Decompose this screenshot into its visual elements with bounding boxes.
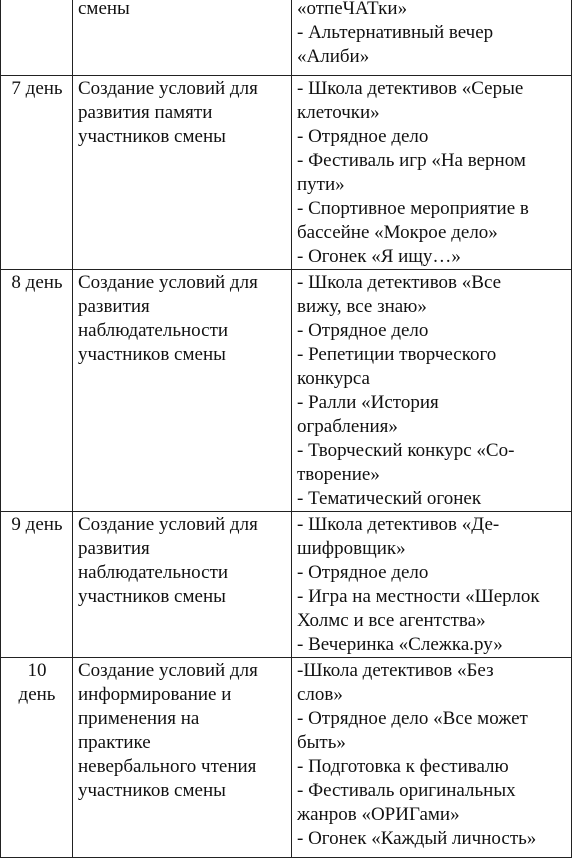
table-row — [1, 270, 572, 512]
table-row — [1, 658, 572, 858]
event-line: - Подготовка к фестивалю — [297, 756, 509, 777]
event-line: - Фестиваль игр «На верном — [297, 150, 526, 171]
goal-cell — [73, 76, 292, 270]
event-line: - Ралли «История — [297, 392, 439, 413]
events-cell — [292, 0, 572, 76]
goal-line: развития памяти — [78, 102, 213, 123]
event-line: - Огонек «Каждый личность» — [297, 828, 537, 849]
event-line: жанров «ОРИГами» — [297, 804, 460, 825]
event-line: - Школа детективов «Де- — [297, 514, 500, 535]
event-line: - Вечеринка «Слежка.ру» — [297, 634, 503, 655]
event-line: Холмс и все агентства» — [297, 610, 486, 631]
event-line: клеточки» — [297, 102, 380, 123]
event-line: - Репетиции творческого — [297, 344, 497, 365]
event-line: творение» — [297, 464, 380, 485]
goal-line: невербального чтения — [78, 756, 257, 777]
event-line: слов» — [297, 684, 343, 705]
day-cell — [1, 76, 73, 270]
day-cell — [1, 270, 73, 512]
day-label: 10 — [27, 660, 47, 681]
goal-cell — [73, 512, 292, 658]
goal-cell — [73, 658, 292, 858]
goal-line: информирование и — [78, 684, 232, 705]
goal-line: применения на — [78, 708, 200, 729]
event-line: - Школа детективов «Все — [297, 272, 502, 293]
event-line: - Отрядное дело — [297, 562, 429, 583]
event-line: - Тематический огонек — [297, 488, 482, 509]
day-cell — [1, 512, 73, 658]
events-cell — [292, 658, 572, 858]
goal-line: развития — [78, 296, 150, 317]
event-line: - Альтернативный вечер — [297, 22, 494, 43]
goal-line: практике — [78, 732, 151, 753]
event-line: - Спортивное мероприятие в — [297, 198, 529, 219]
event-line: - Огонек «Я ищу…» — [297, 246, 461, 267]
goal-line: наблюдательности — [78, 320, 229, 341]
events-cell — [292, 270, 572, 512]
events-cell — [292, 512, 572, 658]
goal-line: Создание условий для — [78, 660, 258, 681]
event-line: - Игра на местности «Шерлок — [297, 586, 540, 607]
event-line: быть» — [297, 732, 346, 753]
goal-cell — [73, 0, 292, 76]
day-cell — [1, 0, 73, 76]
day-label: 7 день — [11, 78, 63, 99]
day-label: 9 день — [11, 514, 63, 535]
goal-line: участников смены — [78, 586, 226, 607]
goal-line: участников смены — [78, 780, 226, 801]
goal-line: Создание условий для — [78, 272, 258, 293]
goal-line: Создание условий для — [78, 78, 258, 99]
table-row — [1, 76, 572, 270]
event-line: «отпеЧАТки» — [297, 0, 408, 19]
event-line: - Отрядное дело — [297, 320, 429, 341]
goal-line: смены — [78, 0, 130, 19]
events-cell — [292, 76, 572, 270]
event-line: вижу, все знаю» — [297, 296, 427, 317]
event-line: шифровщик» — [297, 538, 406, 559]
event-line: бассейне «Мокрое дело» — [297, 222, 498, 243]
event-line: - Отрядное дело — [297, 126, 429, 147]
goal-cell — [73, 270, 292, 512]
goal-line: наблюдательности — [78, 562, 229, 583]
event-line: ограбления» — [297, 416, 398, 437]
goal-line: участников смены — [78, 344, 226, 365]
day-label: день — [18, 684, 56, 705]
event-line: - Школа детективов «Серые — [297, 78, 524, 99]
event-line: - Фестиваль оригинальных — [297, 780, 516, 801]
day-label: 8 день — [11, 272, 63, 293]
table-row — [1, 512, 572, 658]
day-cell — [1, 658, 73, 858]
goal-line: Создание условий для — [78, 514, 258, 535]
event-line: - Отрядное дело «Все может — [297, 708, 528, 729]
event-line: пути» — [297, 174, 345, 195]
event-line: -Школа детективов «Без — [297, 660, 494, 681]
event-line: конкурса — [297, 368, 370, 389]
event-line: - Творческий конкурс «Со- — [297, 440, 515, 461]
table-row — [1, 0, 572, 76]
goal-line: развития — [78, 538, 150, 559]
goal-line: участников смены — [78, 126, 226, 147]
event-line: «Алиби» — [297, 46, 370, 67]
